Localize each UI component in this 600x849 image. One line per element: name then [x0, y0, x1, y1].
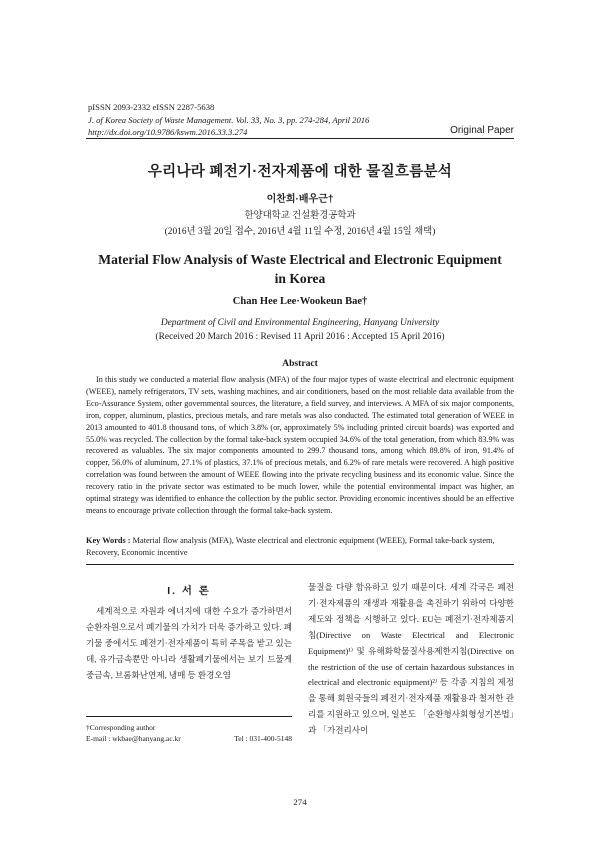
footnote-tel: Tel : 031-400-5148: [234, 733, 292, 743]
korean-dates: (2016년 3월 20일 접수, 2016년 4월 11일 수정, 2016년 4월 15일 채택): [164, 227, 436, 237]
paper-type-label: Original Paper: [450, 125, 514, 136]
english-affiliation: Department of Civil and Environmental Engineering, Hanyang University: [160, 318, 440, 328]
english-title-line1: Material Flow Analysis of Waste Electrical and Electronic Equipment: [98, 252, 502, 267]
english-dates: (Received 20 March 2016 : Revised 11 April 2016 : Accepted 15 April 2016): [155, 332, 445, 342]
korean-title: 우리나라 폐전기·전자제품에 대한 물질흐름분석: [147, 164, 453, 180]
korean-authors: 이찬희·배우근†: [266, 194, 334, 205]
journal-citation: J. of Korea Society of Waste Management. Vol. 33, No. 3, pp. 274-284, April 2016: [88, 114, 370, 125]
keywords-label: Key Words :: [86, 536, 131, 545]
footnote-email[interactable]: E-mail : wkbae@hanyang.ac.kr: [86, 733, 181, 743]
korean-affiliation: 한양대학교 건설환경공학과: [244, 211, 356, 221]
doi-link[interactable]: http://dx.doi.org/10.9786/kswm.2016.33.3.274: [88, 127, 248, 137]
keywords-divider: [86, 564, 514, 565]
keywords: [86, 535, 514, 559]
abstract-heading: Abstract: [282, 358, 318, 369]
footnote-divider: [86, 716, 292, 717]
page-number: 274: [293, 797, 307, 807]
keywords-text: Material flow analysis (MFA), Waste electrical and electronic equipment (WEEE), Formal take-back system, Recovery, Economic incentive: [86, 536, 495, 557]
english-title-line2: in Korea: [274, 271, 326, 286]
english-title: [90, 250, 510, 288]
introduction-right-column: 물질을 다량 함유하고 있기 때문이다. 세계 각국은 폐전기·전자제품의 재생과 재활용을 촉진하기 위하여 다양한 제도와 정책을 시행하고 있다. EU는 폐전기·전자제품지침(Directive on Waste Electrical and Electronic Equipment)¹⁾ 및 유해화학물질사용제한지침(Directive on the restriction of the use of certain hazardous substances in electrical and electronic equipment)²⁾ 등 각종 지침의 제정을 통해 회원국들의 폐전기·전자제품 재활용과 철저한 관리를 지원하고 있으며, 일본도 「순환형사회형성기본법」과 「가전리사이: [308, 582, 514, 736]
issn-line: pISSN 2093-2332 eISSN 2287-5638: [88, 102, 215, 112]
english-authors: Chan Hee Lee·Wookeun Bae†: [232, 296, 368, 307]
corresponding-author-footnote: [86, 723, 292, 744]
section-heading-introduction: I. 서 론: [167, 586, 211, 597]
footnote-label: †Corresponding author: [86, 723, 156, 732]
abstract-text: In this study we conducted a material flow analysis (MFA) of the four major types of waste electrical and electronic equipment (WEEE), namely refrigerators, TV sets, washing machines, and air conditioners, based on the most reliable data available from the Eco-Assurance System, other governmental sources, the literature, a field survey, and interviews. A MFA of six major components, iron, copper, aluminum, plastics, precious metals, and rare metals was also conducted. The estimated total generation of WEEE in 2013 amounted to 401.8 thousand tons, of which 3.8% (or, approximately 5% including printed circuit boards) was exported and 55.0% was recycled. The collection by the formal take-back system occupied 34.6% of the total generation, from which 83.9% was recovered as valuables. The six major components amounted to 299.7 thousand tons, among which 89.8% of iron, 91.4% of copper, 56.0% of aluminum, 27.1% of plastics, 37.1% of precious metals, and 6.2% of rare metals were recovered. A high positive correlation was found between the amount of WEEE flowing into the private recycling business and its economic value. Since the recovery ratio in the private sector was estimated to be much lower, while the potential environmental impact was higher, an optimal strategy was identified to enhance the collection by the public sector. Providing economic incentives should be an effective means to encourage private collection through the formal take-back system.: [86, 375, 514, 515]
header-divider: [86, 138, 514, 139]
introduction-left-column: 세계적으로 자원과 에너지에 대한 수요가 증가하면서 순환자원으로서 폐기물의 가치가 더욱 증가하고 있다. 폐기물 중에서도 폐전기·전자제품이 특히 주목을 받고 있는데, 유가금속뿐만 아니라 생활폐기물에서는 보기 드물게 중금속, 브롬화난연제, 냉매 등 환경오염: [86, 606, 292, 680]
